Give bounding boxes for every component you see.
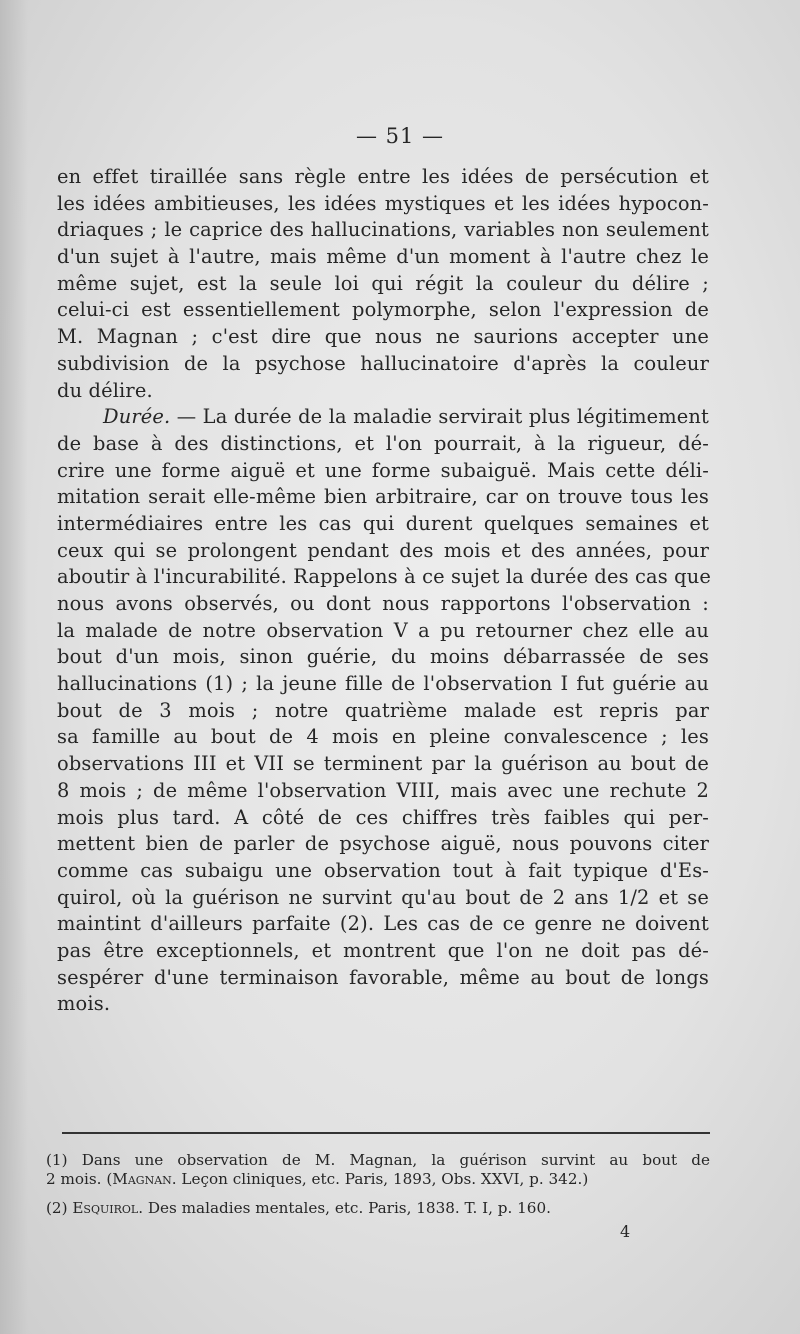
section-heading-duree: Durée. [103,405,171,429]
text-line: subdivision de la psychose hallucinatoire d'après la couleur [57,351,709,375]
text-line: sa famille au bout de 4 mois en pleine convalescence ; les [57,725,709,749]
footnote-marker: (2) [46,1199,73,1217]
footnote-2 [46,1199,710,1218]
text-line: ceux qui se prolongent pendant des mois et des années, pour [57,538,709,562]
author-name: Magnan [112,1170,172,1188]
signature-mark: 4 [620,1222,631,1241]
text-line: mois. [57,992,111,1016]
body-text [57,164,709,1018]
text-line: maintint d'ailleurs parfaite (2). Les cas de ce genre ne doivent [57,912,709,936]
text-line: quirol, où la guérison ne survint qu'au bout de 2 ans 1/2 et se [57,885,709,909]
text-line: driaques ; le caprice des hallucinations, variables non seulement [57,218,709,242]
footnote-text: . Leçon cliniques, etc. Paris, 1893, Obs. XXVI, p. 342.) [171,1170,589,1188]
text-line: sespérer d'une terminaison favorable, même au bout de longs [57,965,709,989]
text-line: 8 mois ; de même l'observation VIII, mais avec une rechute 2 [57,778,709,802]
text-line: la malade de notre observation V a pu retourner chez elle au [57,618,709,642]
text-line: mois plus tard. A côté de ces chiffres très faibles qui per- [57,805,709,829]
text-line: mitation serait elle-même bien arbitraire, car on trouve tous les [57,485,709,509]
text-line: aboutir à l'incurabilité. Rappelons à ce sujet la durée des cas que [57,565,711,589]
text-line: d'un sujet à l'autre, mais même d'un moment à l'autre chez le [57,245,709,269]
footnote-1-line-2 [46,1170,710,1189]
text-line: mettent bien de parler de psychose aiguë, nous pouvons citer [57,832,709,856]
text-line: du délire. [57,378,153,402]
text-line: en effet tiraillée sans règle entre les idées de persécution et [57,165,709,188]
footnote-1-line-1: (1) Dans une observation de M. Magnan, la guérison survint au bout de [46,1151,710,1169]
text-line: bout d'un mois, sinon guérie, du moins débarrassée de ses [57,645,709,669]
text-line: M. Magnan ; c'est dire que nous ne saurions accepter une [57,325,709,349]
text-line: observations III et VII se terminent par la guérison au bout de [57,752,709,776]
text-line: nous avons observés, ou dont nous rapportons l'observation : [57,592,709,615]
footnote-text: 2 mois. ( [46,1170,113,1188]
footnote-text: . Des maladies mentales, etc. Paris, 1838. T. I, p. 160. [138,1199,551,1217]
text-line: comme cas subaigu une observation tout à fait typique d'Es- [57,858,709,882]
text-line: les idées ambitieuses, les idées mystiques et les idées hypocon- [57,191,709,215]
text-line: bout de 3 mois ; notre quatrième malade est repris par [57,698,709,722]
text-line: crire une forme aiguë et une forme subaiguë. Mais cette déli- [57,458,709,482]
footnote-divider [62,1132,710,1134]
text-line: celui-ci est essentiellement polymorphe, selon l'expression de [57,298,709,322]
text-line: même sujet, est la seule loi qui régit la couleur du délire ; [57,271,709,295]
page-number: — 51 — [355,124,445,148]
author-name: Esquirol [72,1199,139,1217]
text-line: pas être exceptionnels, et montrent que l'on ne doit pas dé- [57,938,709,962]
footnotes [46,1151,710,1218]
text-line: hallucinations (1) ; la jeune fille de l'observation I fut guérie au [57,672,709,696]
lead-line-rest: — La durée de la maladie servirait plus légitimement [170,405,709,429]
text-line: intermédiaires entre les cas qui durent quelques semaines et [57,511,709,535]
paragraph-lead-line [57,404,709,431]
text-line: de base à des distinctions, et l'on pourrait, à la rigueur, dé- [57,431,709,455]
